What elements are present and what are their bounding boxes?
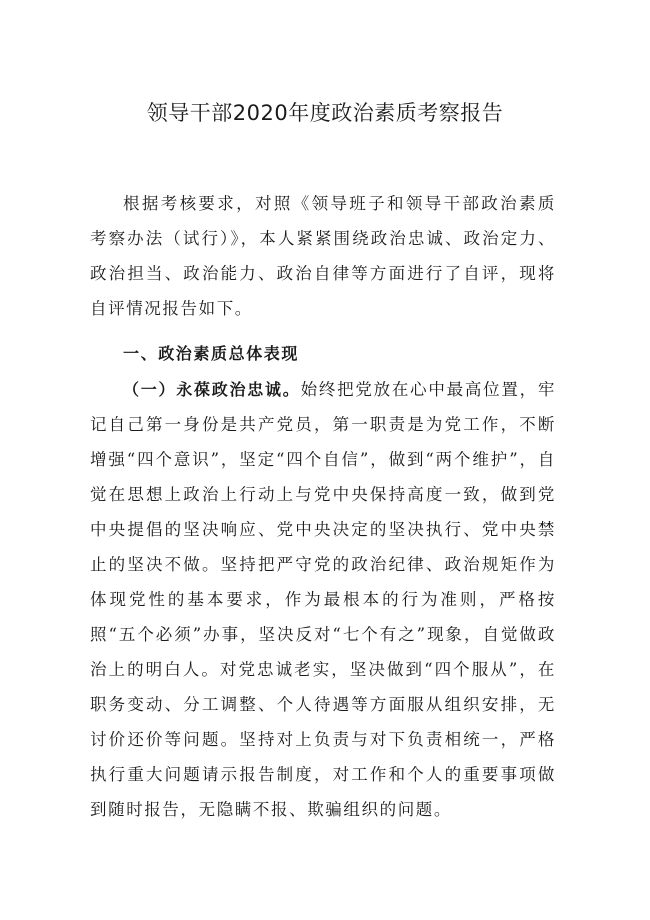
document-title: 领导干部2020年度政治素质考察报告 — [146, 101, 504, 125]
section-heading: 一、政治素质总体表现 — [123, 344, 300, 363]
subsection-text: 始终把党放在心中最高位置，牢记自己第一身份是共产党员，第一职责是为党工作，不断增强“四个意识”，坚定“四个自信”，做到“两个维护”，自觉在思想上政治上行动上与党中央保持高度一致，做到党中央提倡的坚决响应、党中央决定的坚决执行、党中央禁止的坚决不做。坚持把严守党的政治纪律、政治规矩作为体现党性的基本要求，作为最根本的行为准则，严格按照“五个必须”办事，坚决反对“七个有之”现象，自觉做政治上的明白人。对党忠诚老实，坚决做到“四个服从”，在职务变动、分工调整、个人待遇等方面服从组织安排，无讨价还价等问题。坚持对上负责与对下负责相统一，严格执行重大问题请示报告制度，对工作和个人的重要事项做到随时报告，无隐瞒不报、欺骗组织的问题。 — [90, 380, 556, 819]
subsection-paragraph — [90, 372, 556, 827]
intro-paragraph: 根据考核要求，对照《领导班子和领导干部政治素质考察办法（试行）》，本人紧紧围绕政治忠诚、政治定力、政治担当、政治能力、政治自律等方面进行了自评，现将自评情况报告如下。 — [90, 194, 556, 318]
subsection-lead: （一）永葆政治忠诚。 — [123, 380, 301, 399]
